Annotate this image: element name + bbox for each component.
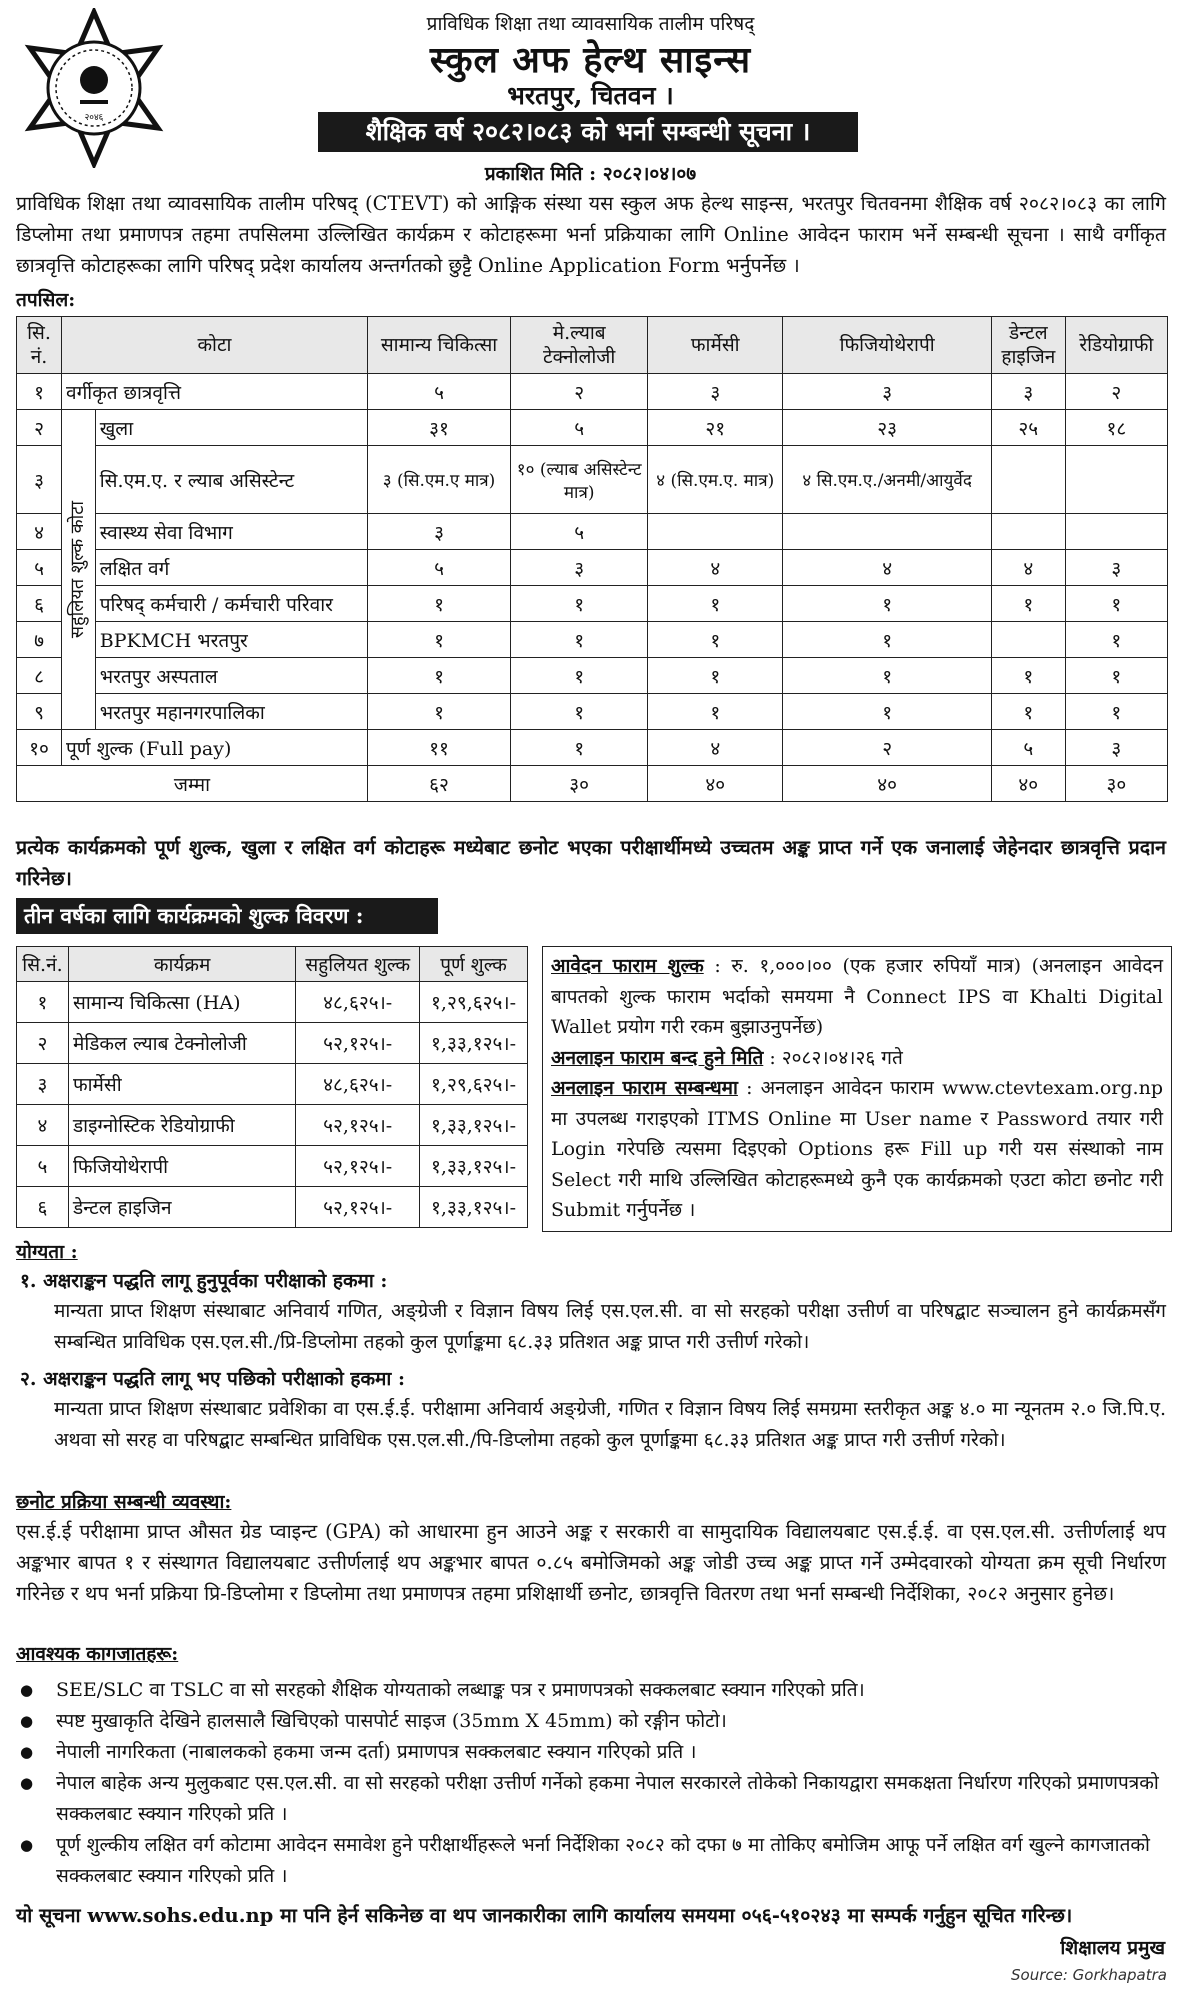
document-item: ● स्पष्ट मुखाकृति देखिने हालसालै खिचिएको पासपोर्ट साइज (35mm X 45mm) को रङ्गीन फोटो। bbox=[16, 1706, 1166, 1737]
quota-cell: २ bbox=[1065, 374, 1167, 410]
quota-row bbox=[17, 550, 1168, 586]
form-close-text: : २०८२।०४।२६ गते bbox=[769, 1046, 903, 1069]
quota-row-name: सि.एम.ए. र ल्याब असिस्टेन्ट bbox=[95, 446, 367, 514]
quota-cell: ५ bbox=[511, 410, 648, 446]
footer-notice: यो सूचना www.sohs.edu.np मा पनि हेर्न सकिनेछ वा थप जानकारीका लागि कार्यालय समयमा ०५६-५१०२४३ मा सम्पर्क गर्नुहुन सूचित गरिन्छ। bbox=[16, 1904, 1073, 1927]
quota-cell: १० (ल्याब असिस्टेन्ट मात्र) bbox=[511, 446, 648, 514]
fee-row bbox=[17, 1023, 528, 1064]
total-cell: ६२ bbox=[367, 766, 510, 802]
quota-cell: ३ bbox=[1065, 730, 1167, 766]
fee-row bbox=[17, 1187, 528, 1228]
form-close-label: अनलाइन फाराम बन्द हुने मिति bbox=[551, 1046, 764, 1069]
quota-cell bbox=[991, 446, 1065, 514]
published-date: प्रकाशित मिति : २०८२।०४।०७ bbox=[484, 163, 697, 185]
quota-cell: १८ bbox=[1065, 410, 1167, 446]
application-fee-text: : रु. १,०००।०० (एक हजार रुपियाँ मात्र) (अनलाइन आवेदन बापतको शुल्क फाराम भर्दाको समयमा नै Connect IPS वा Khalti Digital Wallet प्रयोग गरी रकम बुझाउनुपर्नेछ) bbox=[551, 955, 1163, 1038]
fee-cell-conc: ५२,१२५।- bbox=[296, 1187, 420, 1228]
quota-cell: १ bbox=[783, 622, 992, 658]
quota-cell: १ bbox=[1065, 586, 1167, 622]
quota-cell bbox=[1065, 446, 1167, 514]
quota-cell: १ bbox=[511, 622, 648, 658]
fee-cell-conc: ५२,१२५।- bbox=[296, 1146, 420, 1187]
quota-cell: ३ bbox=[511, 550, 648, 586]
source-credit: Source: Gorkhapatra bbox=[1011, 1966, 1167, 1984]
fee-heading: तीन वर्षका लागि कार्यक्रमको शुल्क विवरण : bbox=[16, 898, 438, 934]
quota-row-name: BPKMCH भरतपुर bbox=[95, 622, 367, 658]
eligibility-heading-2: २. अक्षराङ्कन पद्धति लागू भए पछिको परीक्षाको हकमा : bbox=[20, 1368, 405, 1390]
quota-row-name: लक्षित वर्ग bbox=[95, 550, 367, 586]
quota-row bbox=[17, 730, 1168, 766]
quota-row bbox=[17, 586, 1168, 622]
quota-row-sn: १ bbox=[17, 374, 62, 410]
header-radiography: रेडियोग्राफी bbox=[1065, 317, 1167, 374]
quota-cell: ५ bbox=[367, 550, 510, 586]
header-pharmacy: फार्मेसी bbox=[648, 317, 783, 374]
quota-row-sn: १० bbox=[17, 730, 62, 766]
quota-cell: १ bbox=[511, 694, 648, 730]
documents-label: आवश्यक कागजातहरू: bbox=[16, 1643, 179, 1665]
fee-cell-full: १,३३,१२५।- bbox=[420, 1105, 528, 1146]
tapsil-label: तपसिल: bbox=[16, 289, 76, 311]
quota-row-name: वर्गीकृत छात्रवृत्ति bbox=[62, 374, 368, 410]
fee-cell-prog: सामान्य चिकित्सा (HA) bbox=[68, 982, 295, 1023]
fee-header-program: कार्यक्रम bbox=[68, 947, 295, 982]
quota-row bbox=[17, 694, 1168, 730]
quota-cell: ३ bbox=[367, 514, 510, 550]
quota-cell bbox=[648, 514, 783, 550]
quota-row bbox=[17, 514, 1168, 550]
quota-cell: १ bbox=[648, 622, 783, 658]
scholarship-note: प्रत्येक कार्यक्रमको पूर्ण शुल्क, खुला र लक्षित वर्ग कोटाहरू मध्येबाट छनोट भएका परीक्षार्थीमध्ये उच्चतम अङ्क प्राप्त गर्ने एक जनालाई जेहेनदार छात्रवृत्ति प्रदान गरिनेछ। bbox=[16, 836, 1166, 890]
quota-row bbox=[17, 446, 1168, 514]
quota-cell: १ bbox=[1065, 694, 1167, 730]
quota-row-sn: ५ bbox=[17, 550, 62, 586]
fee-cell-sn: १ bbox=[17, 982, 69, 1023]
header-physio: फिजियोथेरापी bbox=[783, 317, 992, 374]
svg-text:२०४६: २०४६ bbox=[84, 113, 104, 123]
fee-row bbox=[17, 1064, 528, 1105]
quota-cell: ४ bbox=[991, 550, 1065, 586]
selection-label: छनोट प्रक्रिया सम्बन्धी व्यवस्था: bbox=[16, 1491, 232, 1513]
application-info-box bbox=[542, 946, 1172, 1232]
fee-cell-prog: फार्मेसी bbox=[68, 1064, 295, 1105]
fee-row bbox=[17, 982, 528, 1023]
quota-cell: १ bbox=[648, 586, 783, 622]
quota-cell: ३ bbox=[783, 374, 992, 410]
quota-cell: १ bbox=[783, 694, 992, 730]
quota-cell: ११ bbox=[367, 730, 510, 766]
total-label: जम्मा bbox=[17, 766, 368, 802]
signature: शिक्षालय प्रमुख bbox=[1060, 1937, 1165, 1959]
fee-cell-prog: डेन्टल हाइजिन bbox=[68, 1187, 295, 1228]
concession-group-label bbox=[62, 410, 96, 730]
concession-group-text: सहुलियत शुल्क कोटा bbox=[67, 500, 89, 639]
eligibility-heading-1: १. अक्षराङ्कन पद्धति लागू हुनुपूर्वका परीक्षाको हकमा : bbox=[20, 1270, 388, 1292]
fee-cell-conc: ५२,१२५।- bbox=[296, 1105, 420, 1146]
quota-cell: ३ (सि.एम.ए मात्र) bbox=[367, 446, 510, 514]
quota-cell: १ bbox=[511, 586, 648, 622]
fee-header-row bbox=[17, 947, 528, 982]
total-cell: ४० bbox=[783, 766, 992, 802]
header-dental: डेन्टल हाइजिन bbox=[991, 317, 1065, 374]
quota-row-name: भरतपुर महानगरपालिका bbox=[95, 694, 367, 730]
quota-row-sn: ३ bbox=[17, 446, 62, 514]
quota-cell: २ bbox=[783, 730, 992, 766]
quota-cell: १ bbox=[991, 658, 1065, 694]
document-item: ● SEE/SLC वा TSLC वा सो सरहको शैक्षिक योग्यताको लब्धाङ्क पत्र र प्रमाणपत्रको सक्कलबाट स्क्यान गरिएको प्रति। bbox=[16, 1675, 1166, 1706]
quota-cell: १ bbox=[1065, 622, 1167, 658]
quota-cell: ३१ bbox=[367, 410, 510, 446]
quota-cell: १ bbox=[991, 694, 1065, 730]
quota-cell bbox=[991, 622, 1065, 658]
school-name: स्कुल अफ हेल्थ साइन्स bbox=[429, 39, 752, 81]
quota-row-name: परिषद् कर्मचारी / कर्मचारी परिवार bbox=[95, 586, 367, 622]
quota-row-name: खुला bbox=[95, 410, 367, 446]
fee-header-full: पूर्ण शुल्क bbox=[420, 947, 528, 982]
header-sn: सि. नं. bbox=[17, 317, 62, 374]
quota-cell bbox=[991, 514, 1065, 550]
eligibility-text-1: मान्यता प्राप्त शिक्षण संस्थाबाट अनिवार्य गणित, अङ्ग्रेजी र विज्ञान विषय लिई एस.एल.सी. वा सो सरहको परीक्षा उत्तीर्ण वा परिषद्बाट सञ्चालन हुने कार्यक्रमसँग सम्बन्धित प्राविधिक एस.एल.सी./प्रि-डिप्लोमा तहको कुल पूर्णाङ्कमा ६८.३३ प्रतिशत अङ्क प्राप्त गरी उत्तीर्ण गरेको। bbox=[54, 1300, 1166, 1353]
document-item: ● नेपाल बाहेक अन्य मुलुकबाट एस.एल.सी. वा सो सरहको परीक्षा उत्तीर्ण गर्नेको हकमा नेपाल सरकारले तोकेको निकायद्वारा समकक्षता निर्धारण गरिएको प्रमाणपत्रको सक्कलबाट स्क्यान गरिएको प्रति । bbox=[16, 1768, 1166, 1830]
fee-cell-sn: ५ bbox=[17, 1146, 69, 1187]
fee-cell-full: १,२९,६२५।- bbox=[420, 1064, 528, 1105]
quota-cell: १ bbox=[367, 658, 510, 694]
quota-cell: ५ bbox=[511, 514, 648, 550]
quota-cell: ४ bbox=[648, 730, 783, 766]
fee-cell-conc: ४८,६२५।- bbox=[296, 1064, 420, 1105]
fee-table bbox=[16, 946, 528, 1228]
quota-cell: १ bbox=[1065, 658, 1167, 694]
document-item: ● नेपाली नागरिकता (नाबालकको हकमा जन्म दर्ता) प्रमाणपत्र सक्कलबाट स्क्यान गरिएको प्रति । bbox=[16, 1737, 1166, 1768]
fee-cell-full: १,३३,१२५।- bbox=[420, 1023, 528, 1064]
fee-cell-conc: ५२,१२५।- bbox=[296, 1023, 420, 1064]
quota-row-sn: ७ bbox=[17, 622, 62, 658]
fee-row bbox=[17, 1105, 528, 1146]
header-mlt: मे.ल्याब टेक्नोलोजी bbox=[511, 317, 648, 374]
quota-row-sn: २ bbox=[17, 410, 62, 446]
quota-cell: १ bbox=[367, 694, 510, 730]
quota-cell: १ bbox=[511, 658, 648, 694]
fee-cell-sn: २ bbox=[17, 1023, 69, 1064]
quota-row bbox=[17, 374, 1168, 410]
quota-cell: ४ bbox=[783, 550, 992, 586]
quota-cell bbox=[783, 514, 992, 550]
header-ha: सामान्य चिकित्सा bbox=[367, 317, 510, 374]
quota-row bbox=[17, 410, 1168, 446]
quota-cell: ४ bbox=[648, 550, 783, 586]
fee-cell-prog: मेडिकल ल्याब टेक्नोलोजी bbox=[68, 1023, 295, 1064]
school-location: भरतपुर, चितवन । bbox=[507, 81, 674, 110]
online-form-text: : अनलाइन आवेदन फाराम www.ctevtexam.org.np मा उपलब्ध गराइएको ITMS Online मा User name र Password तयार गरी Login गरेपछि त्यसमा दिइएको Options हरू Fill up गरी यस संस्थाको नाम Select गरी माथि उल्लिखित कोटाहरूमध्ये कुनै एक कार्यक्रमको एउटा कोटा छनोट गरी Submit गर्नुपर्नेछ । bbox=[551, 1077, 1163, 1221]
fee-row bbox=[17, 1146, 528, 1187]
quota-row-sn: ९ bbox=[17, 694, 62, 730]
total-cell: ४० bbox=[648, 766, 783, 802]
quota-cell: १ bbox=[367, 622, 510, 658]
quota-cell bbox=[1065, 514, 1167, 550]
quota-cell: ३ bbox=[1065, 550, 1167, 586]
quota-cell: १ bbox=[511, 730, 648, 766]
quota-cell: १ bbox=[783, 658, 992, 694]
fee-cell-sn: ३ bbox=[17, 1064, 69, 1105]
application-fee-label: आवेदन फाराम शुल्क bbox=[551, 955, 704, 977]
intro-paragraph: प्राविधिक शिक्षा तथा व्यावसायिक तालीम परिषद् (CTEVT) को आङ्गिक संस्था यस स्कुल अफ हेल्थ साइन्स, भरतपुर चितवनमा शैक्षिक वर्ष २०८२।०८३ का लागि डिप्लोमा तथा प्रमाणपत्र तहमा तपसिलमा उल्लिखित कार्यक्रम र कोटाहरूमा भर्ना प्रक्रियाका लागि Online आवेदन फाराम भर्ने सम्बन्धी सूचना । साथै वर्गीकृत छात्रवृत्ति कोटाहरूका लागि परिषद् प्रदेश कार्यालय अन्तर्गतको छुट्टै Online Application Form भर्नुपर्नेछ । bbox=[16, 192, 1166, 277]
total-cell: ३० bbox=[1065, 766, 1167, 802]
fee-header-concession: सहुलियत शुल्क bbox=[296, 947, 420, 982]
eligibility-text-2: मान्यता प्राप्त शिक्षण संस्थाबाट प्रवेशिका वा एस.ई.ई. परीक्षामा अनिवार्य अङ्ग्रेजी, गणित र विज्ञान विषय लिई समग्रमा स्तरीकृत अङ्क ४.० मा न्यूनतम २.० जि.पि.ए. अथवा सो सरह वा परिषद्बाट सम्बन्धित प्राविधिक एस.एल.सी./पि-डिप्लोमा तहको कुल पूर्णाङ्कमा ६८.३३ प्रतिशत अङ्क प्राप्त गरी उत्तीर्ण गरेको। bbox=[54, 1398, 1166, 1451]
fee-cell-sn: ४ bbox=[17, 1105, 69, 1146]
quota-cell: ५ bbox=[367, 374, 510, 410]
fee-cell-prog: फिजियोथेरापी bbox=[68, 1146, 295, 1187]
quota-cell: ३ bbox=[648, 374, 783, 410]
quota-row-name: स्वास्थ्य सेवा विभाग bbox=[95, 514, 367, 550]
online-form-label: अनलाइन फाराम सम्बन्धमा bbox=[551, 1077, 738, 1099]
quota-total-row bbox=[17, 766, 1168, 802]
quota-header-row bbox=[17, 317, 1168, 374]
total-cell: ३० bbox=[511, 766, 648, 802]
document-item: ● पूर्ण शुल्कीय लक्षित वर्ग कोटामा आवेदन समावेश हुने परीक्षार्थीहरूले भर्ना निर्देशिका २०८२ को दफा ७ मा तोकिए बमोजिम आफू पर्ने लक्षित वर्ग खुल्ने कागजातको सक्कलबाट स्क्यान गरिएको प्रति । bbox=[16, 1830, 1166, 1892]
fee-cell-conc: ४८,६२५।- bbox=[296, 982, 420, 1023]
quota-cell: १ bbox=[648, 658, 783, 694]
quota-row-sn: ८ bbox=[17, 658, 62, 694]
fee-cell-sn: ६ bbox=[17, 1187, 69, 1228]
quota-cell: ३ bbox=[991, 374, 1065, 410]
quota-cell: २३ bbox=[783, 410, 992, 446]
fee-header-sn: सि.नं. bbox=[17, 947, 69, 982]
quota-table bbox=[16, 316, 1168, 802]
quota-cell: ५ bbox=[991, 730, 1065, 766]
documents-list bbox=[16, 1675, 1166, 1892]
total-cell: ४० bbox=[991, 766, 1065, 802]
quota-row-name: भरतपुर अस्पताल bbox=[95, 658, 367, 694]
quota-cell: ४ सि.एम.ए./अनमी/आयुर्वेद bbox=[783, 446, 992, 514]
quota-cell: २ bbox=[511, 374, 648, 410]
selection-text: एस.ई.ई परीक्षामा प्राप्त औसत ग्रेड प्वाइन्ट (GPA) को आधारमा हुन आउने अङ्क र सरकारी वा सामुदायिक विद्यालयबाट एस.ई.ई. वा एस.एल.सी. उत्तीर्णलाई थप अङ्कभार बापत १ र संस्थागत विद्यालयबाट उत्तीर्णलाई थप अङ्कभार बापत ०.८५ बमोजिमको अङ्क जोडी उच्च अङ्क प्राप्त गर्ने उम्मेदवारको योग्यता क्रम सूची निर्धारण गरिनेछ र थप भर्ना प्रक्रिया प्रि-डिप्लोमा र डिप्लोमा तथा प्रमाणपत्र तहमा प्रशिक्षार्थी छनोट, छात्रवृत्ति वितरण तथा भर्ना सम्बन्धी निर्देशिका, २०८२ अनुसार हुनेछ। bbox=[16, 1520, 1166, 1605]
quota-cell: ४ (सि.एम.ए. मात्र) bbox=[648, 446, 783, 514]
quota-cell: १ bbox=[648, 694, 783, 730]
quota-row-sn: ६ bbox=[17, 586, 62, 622]
quota-row-sn: ४ bbox=[17, 514, 62, 550]
header-quota: कोटा bbox=[62, 317, 368, 374]
eligibility-label: योग्यता : bbox=[16, 1241, 78, 1263]
fee-cell-full: १,२९,६२५।- bbox=[420, 982, 528, 1023]
fee-cell-full: १,३३,१२५।- bbox=[420, 1187, 528, 1228]
council-name: प्राविधिक शिक्षा तथा व्यावसायिक तालीम परिषद् bbox=[426, 13, 755, 35]
quota-row bbox=[17, 622, 1168, 658]
quota-cell: २१ bbox=[648, 410, 783, 446]
quota-cell: १ bbox=[991, 586, 1065, 622]
fee-cell-full: १,३३,१२५।- bbox=[420, 1146, 528, 1187]
quota-row bbox=[17, 658, 1168, 694]
quota-cell: १ bbox=[367, 586, 510, 622]
quota-cell: २५ bbox=[991, 410, 1065, 446]
quota-row-name: पूर्ण शुल्क (Full pay) bbox=[62, 730, 368, 766]
quota-cell: १ bbox=[783, 586, 992, 622]
fee-cell-prog: डाइग्नोस्टिक रेडियोग्राफी bbox=[68, 1105, 295, 1146]
notice-title: शैक्षिक वर्ष २०८२।०८३ को भर्ना सम्बन्धी सूचना । bbox=[318, 112, 858, 152]
